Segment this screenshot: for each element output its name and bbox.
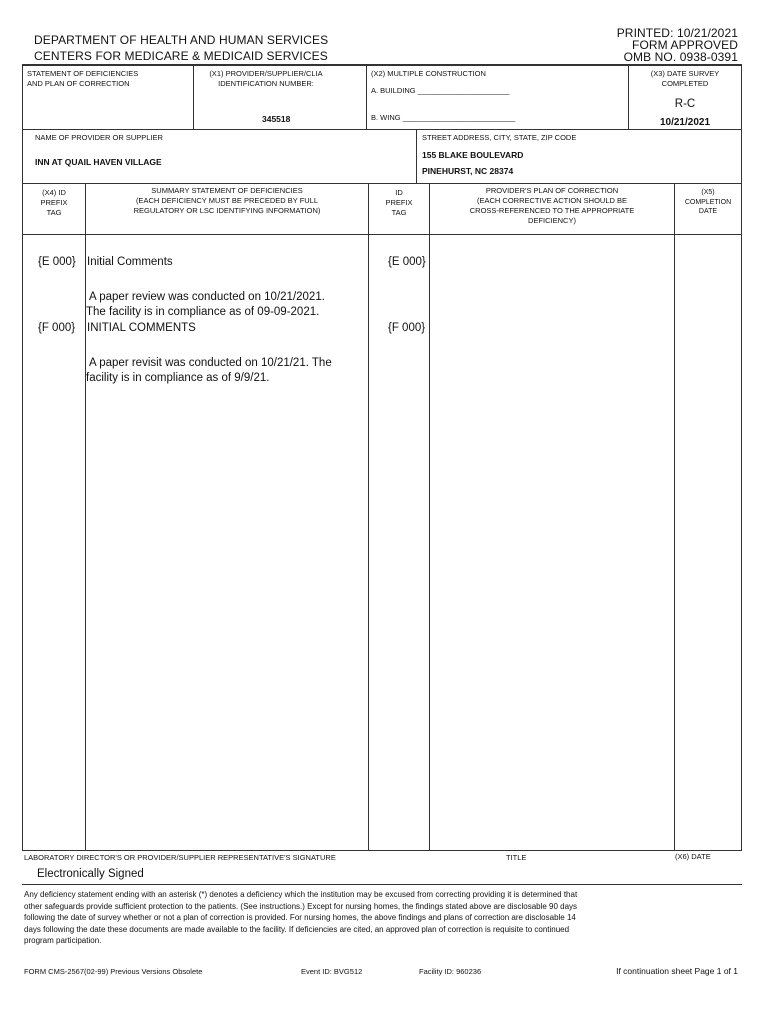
col-line-plan — [674, 183, 675, 850]
f-title: INITIAL COMMENTS — [87, 322, 196, 334]
statement-label-line2: AND PLAN OF CORRECTION — [27, 79, 130, 88]
grid-divider-2 — [22, 183, 742, 184]
facility-id: Facility ID: 960236 — [419, 967, 482, 976]
survey-code: R-C — [674, 98, 696, 110]
address-city: PINEHURST, NC 28374 — [422, 166, 514, 176]
building-label: A. BUILDING ______________________ — [371, 86, 510, 95]
notice-line1: Any deficiency statement ending with an asterisk (*) denotes a deficiency which the institution may be excused from correcting providing it is determined that — [24, 890, 578, 899]
id-header — [369, 188, 429, 218]
plan-header-line3: CROSS-REFERENCED TO THE APPROPRIATE — [469, 206, 635, 215]
x4-header-line3: TAG — [46, 208, 62, 217]
e-tag-left: {E 000} — [38, 256, 76, 268]
x5-header — [675, 188, 741, 217]
x3-label — [629, 69, 741, 89]
title-label: TITLE — [506, 853, 527, 862]
id-header-line2: PREFIX — [385, 198, 413, 207]
f-text-line1: A paper revisit was conducted on 10/21/21. The — [89, 357, 332, 369]
grid-col-x1 — [193, 64, 194, 129]
wing-label: B. WING ___________________________ — [371, 113, 516, 122]
notice-line2: other safeguards provide sufficient protection to the patients. (See instructions.) Except for nursing homes, the findings stated above are disclosable 90 days — [24, 901, 578, 911]
grid-col-address — [416, 129, 417, 183]
statement-label-line1: STATEMENT OF DEFICIENCIES — [27, 69, 139, 78]
plan-header-line1: PROVIDER'S PLAN OF CORRECTION — [485, 186, 619, 195]
right-border — [741, 64, 742, 850]
top-border — [22, 64, 742, 66]
id-header-line3: TAG — [391, 208, 407, 217]
plan-header-line2: (EACH CORRECTIVE ACTION SHOULD BE — [476, 196, 628, 205]
x5-header-line1: (X5) — [701, 189, 715, 196]
plan-header-line4: DEFICIENCY) — [528, 216, 576, 225]
grid-col-x2 — [366, 64, 367, 129]
left-border — [22, 64, 23, 850]
notice-line3: following the date of survey whether or not a plan of correction is provided. For nursing homes, the above findings and plans of correction are disclosable 14 — [24, 913, 576, 922]
address-label: STREET ADDRESS, CITY, STATE, ZIP CODE — [422, 133, 577, 142]
provider-id-number: 345518 — [262, 114, 291, 124]
omb-number: OMB NO. 0938-0391 — [623, 50, 738, 64]
x4-header-line1: (X4) ID — [42, 188, 66, 197]
address-street: 155 BLAKE BOULEVARD — [422, 150, 524, 160]
x3-label-line2: COMPLETED — [661, 79, 709, 88]
signature-label: LABORATORY DIRECTOR'S OR PROVIDER/SUPPLIER REPRESENTATIVE'S SIGNATURE — [24, 853, 336, 862]
survey-completed-date: 10/21/2021 — [659, 117, 711, 128]
x4-header-line2: PREFIX — [40, 198, 68, 207]
x3-label-line1: (X3) DATE SURVEY — [650, 69, 720, 78]
x2-label: (X2) MULTIPLE CONSTRUCTION — [371, 69, 486, 78]
f-tag-left: {F 000} — [38, 322, 76, 334]
event-id: Event ID: BVG512 — [301, 967, 363, 976]
col-line-prefix — [85, 183, 86, 850]
col-line-id — [429, 183, 430, 850]
form-id: FORM CMS-2567(02-99) Previous Versions Obsolete — [24, 967, 203, 976]
provider-name-label: NAME OF PROVIDER OR SUPPLIER — [35, 133, 163, 142]
x1-label-line2: IDENTIFICATION NUMBER: — [218, 79, 314, 88]
printed-date: PRINTED: 10/21/2021 — [616, 26, 738, 40]
disclosure-notice — [24, 889, 714, 947]
summary-header-line2: (EACH DEFICIENCY MUST BE PRECEDED BY FULL — [135, 196, 319, 205]
provider-name: INN AT QUAIL HAVEN VILLAGE — [35, 157, 162, 167]
x6-date-label: (X6) DATE — [675, 852, 711, 861]
x1-label-line1: (X1) PROVIDER/SUPPLIER/CLIA — [209, 69, 323, 78]
summary-header-line1: SUMMARY STATEMENT OF DEFICIENCIES — [151, 186, 303, 195]
plan-header — [430, 186, 674, 226]
continuation-sheet: If continuation sheet Page 1 of 1 — [616, 966, 738, 976]
x5-header-line2: COMPLETION — [684, 198, 732, 206]
x1-label — [196, 69, 336, 89]
x4-header — [23, 188, 85, 218]
e-title: Initial Comments — [87, 256, 173, 268]
e-text-line2: The facility is in compliance as of 09-09-2021. — [86, 306, 320, 318]
department-name: DEPARTMENT OF HEALTH AND HUMAN SERVICES — [34, 33, 329, 47]
id-header-line1: ID — [395, 188, 403, 197]
agency-name: CENTERS FOR MEDICARE & MEDICAID SERVICES — [34, 49, 328, 63]
signature-divider — [22, 850, 742, 851]
signature-bottom-border — [22, 884, 742, 885]
e-text-line1: A paper review was conducted on 10/21/2021. — [89, 291, 325, 303]
e-tag-right: {E 000} — [388, 256, 426, 268]
f-tag-right: {F 000} — [388, 322, 426, 334]
electronic-signature: Electronically Signed — [37, 868, 144, 880]
statement-label — [27, 69, 138, 89]
grid-divider-1 — [22, 129, 742, 130]
summary-header — [86, 186, 368, 216]
grid-divider-3 — [22, 234, 742, 235]
notice-line4: days following the date these documents are made available to the facility. If deficiencies are cited, an approved plan of correction is requisite to continued — [24, 924, 570, 934]
form-approved-label: FORM APPROVED — [632, 38, 738, 52]
f-text-line2: facility is in compliance as of 9/9/21. — [86, 372, 270, 384]
x5-header-line3: DATE — [698, 208, 718, 215]
summary-header-line3: REGULATORY OR LSC IDENTIFYING INFORMATION) — [133, 206, 321, 215]
notice-line5: program participation. — [24, 936, 102, 945]
col-line-summary — [368, 183, 369, 850]
